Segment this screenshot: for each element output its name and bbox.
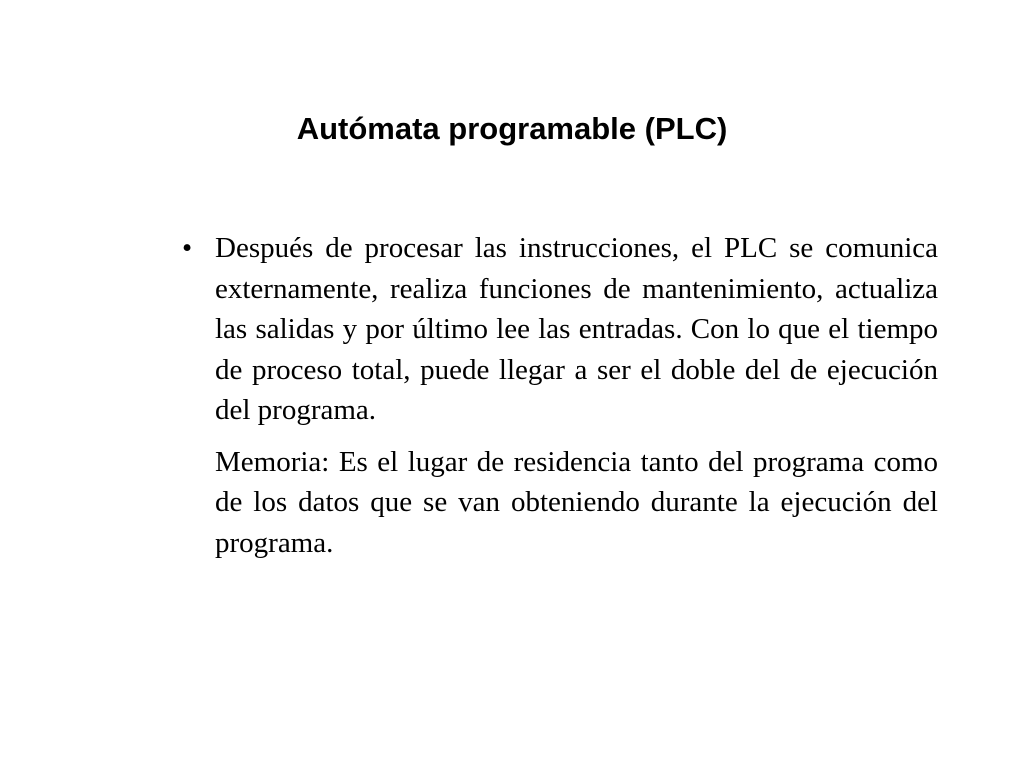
paragraph-text: Memoria: Es el lugar de residencia tanto del programa como de los datos que se van obteniendo durante la ejecución del programa. bbox=[215, 445, 938, 559]
paragraph-text: Después de procesar las instrucciones, el PLC se comunica externamente, realiza funciones de mantenimiento, actualiza las salidas y por último lee las entradas. Con lo que el tiempo de proceso total, puede llegar a ser el doble del de ejecución del programa. bbox=[215, 232, 938, 426]
memory-paragraph bbox=[182, 442, 938, 564]
bullet-icon: • bbox=[182, 232, 193, 264]
slide-body bbox=[182, 228, 938, 563]
slide-title: Autómata programable (PLC) bbox=[296, 111, 728, 146]
bullet-paragraph bbox=[182, 228, 938, 431]
